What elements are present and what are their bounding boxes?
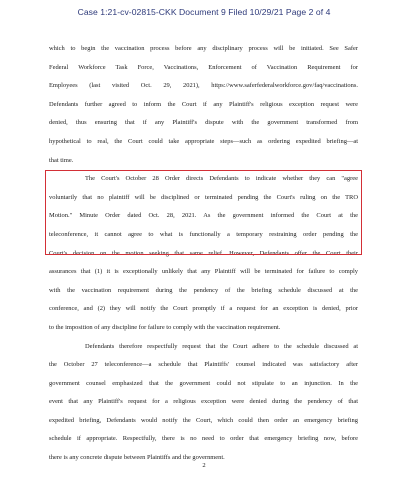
body-line: assurances that (1) it is exceptionally unlikely that any Plaintiff will be terminated for failure to comply [49,268,358,276]
body-line: government counsel emphasized that the government could not stipulate to an injunction. In the [49,379,358,387]
body-line: denied, thus ensuring that if any Plaintiff's dispute with the government transformed from [49,119,358,127]
body-line: to the imposition of any discipline for failure to comply with the vaccination requirement. [49,323,281,331]
body-line: Defendants therefore respectfully request that the Court adhere to the schedule discussed at [85,342,358,350]
body-line: teleconference, it cannot agree to what is functionally a temporary restraining order pending the [49,230,358,238]
body-line: Court's decision on the motion seeking that same relief. However, Defendants offer the Court their [49,249,358,257]
case-header: Case 1:21-cv-02815-CKK Document 9 Filed 10/29/21 Page 2 of 4 [77,7,331,17]
body-line: hypothetical to real, the Court could take appropriate steps—such as ordering expedited briefing—at [49,137,358,145]
body-line: expedited briefing, Defendants would notify the Court, which could then order an emergency briefing [49,416,358,424]
body-line: the October 27 teleconference—a schedule that Plaintiffs' counsel indicated was satisfactory after [49,361,358,369]
body-line: which to begin the vaccination process before any disciplinary process will be initiated. See Safer [49,45,358,52]
body-line: Motion." Minute Order dated Oct. 28, 2021. As the government informed the Court at the [49,212,358,220]
body-line: Employees (last visited Oct. 29, 2021), https://www.saferfederalworkforce.gov/faq/vaccinations. [49,82,358,90]
body-line: event that any Plaintiff's request for a religious exception were denied during the pendency of that [49,398,358,406]
body-line: with the vaccination requirement during the pendency of the briefing schedule discussed at the [49,286,358,294]
page-number: 2 [202,462,206,469]
body-line: Federal Workforce Task Force, Vaccinations, Enforcement of Vaccination Requirement for [49,63,358,71]
body-line: conference, and (2) they will notify the Court promptly if a request for an exception is denied, prior [49,305,358,313]
body-line: The Court's October 28 Order directs Defendants to indicate whether they can "agree [85,175,358,183]
body-line: voluntarily that no plaintiff will be disciplined or terminated pending the Court's ruling on the TRO [49,193,358,201]
body-line: Defendants further agreed to inform the Court if any Plaintiff's religious exception request were [49,100,358,108]
body-line: that time. [49,156,74,164]
body-line: there is any concrete dispute between Plaintiffs and the government. [49,454,225,462]
body-line: schedule if appropriate. Respectfully, there is no need to order that emergency briefing now, before [49,435,358,443]
document-body [49,40,358,468]
